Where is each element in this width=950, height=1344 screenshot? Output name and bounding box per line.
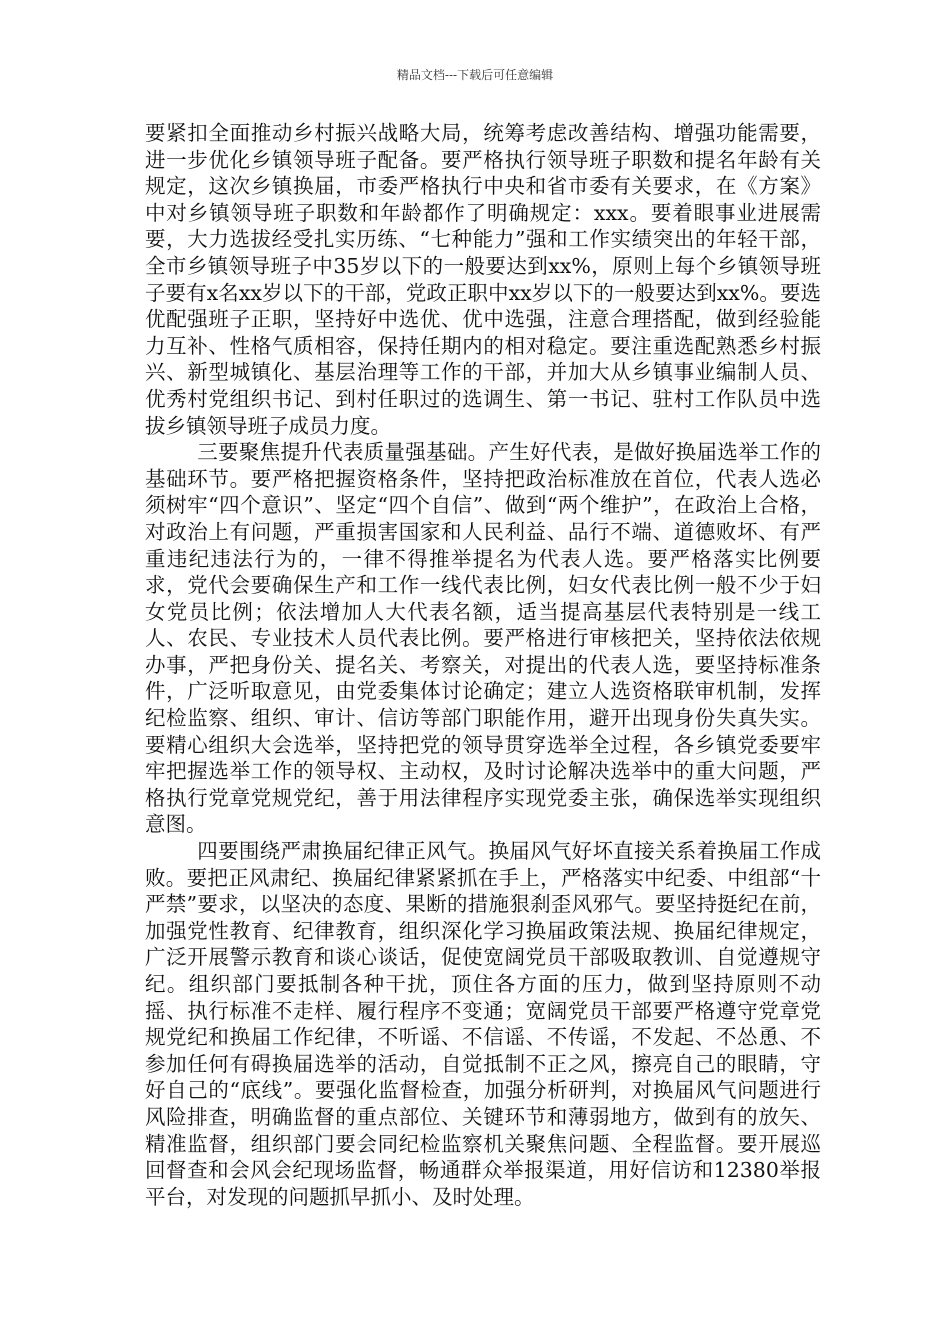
paragraph-section-four: 四要围绕严肃换届纪律正风气。换届风气好坏直接关系着换届工作成败。要把正风肃纪、换届纪律紧紧抓在手上，严格落实中纪委、中组部“十严禁”要求，以坚决的态度、果断的措施狠刹歪风邪气。要坚持挺纪在前，加强党性教育、纪律教育，组织深化学习换届政策法规、换届纪律规定，广泛开展警示教育和谈心谈话，促使宽阔党员干部吸取教训、自觉遵规守纪。组织部门要抵制各种干扰，顶住各方面的压力，做到坚持原则不动摇、执行标准不走样、履行程序不变通；宽阔党员干部要严格遵守党章党规党纪和换届工作纪律，不听谣、不信谣、不传谣，不发起、不怂恿、不参加任何有碍换届选举的活动，自觉抵制不正之风，擦亮自己的眼睛，守好自己的“底线”。要强化监督检查，加强分析研判，对换届风气问题进行风险排查，明确监督的重点部位、关键环节和薄弱地方，做到有的放矢、精准监督，组织部门要会同纪检监察机关聚焦问题、全程监督。要开展巡回督查和会风会纪现场监督，畅通群众举报渠道，用好信访和12380举报平台，对发现的问题抓早抓小、及时处理。 [145, 839, 821, 1209]
paragraph-continued: 要紧扣全面推动乡村振兴战略大局，统筹考虑改善结构、增强功能需要，进一步优化乡镇领导班子配备。要严格执行领导班子职数和提名年龄有关规定，这次乡镇换届，市委严格执行中央和省市委有关要求，在《方案》中对乡镇领导班子职数和年龄都作了明确规定：xxx。要着眼事业进展需要，大力选拔经受扎实历练、“七种能力”强和工作实绩突出的年轻干部，全市乡镇领导班子中35岁以下的一般要达到xx%，原则上每个乡镇领导班子要有x名xx岁以下的干部，党政正职中xx岁以下的一般要达到xx%。要选优配强班子正职，坚持好中选优、优中选强，注意合理搭配，做到经验能力互补、性格气质相容，保持任期内的相对稳定。要注重选配熟悉乡村振兴、新型城镇化、基层治理等工作的干部，并加大从乡镇事业编制人员、优秀村党组织书记、到村任职过的选调生、第一书记、驻村工作队员中选拔乡镇领导班子成员力度。 [145, 121, 821, 438]
document-body [145, 120, 821, 1210]
paragraph-section-three: 三要聚焦提升代表质量强基础。产生好代表，是做好换届选举工作的基础环节。要严格把握资格条件，坚持把政治标准放在首位，代表人选必须树牢“四个意识”、坚定“四个自信”、做到“两个维护”，在政治上合格，对政治上有问题，严重损害国家和人民利益、品行不端、道德败坏、有严重违纪违法行为的，一律不得推举提名为代表人选。要严格落实比例要求，党代会要确保生产和工作一线代表比例，妇女代表比例一般不少于妇女党员比例；依法增加人大代表名额，适当提高基层代表特别是一线工人、农民、专业技术人员代表比例。要严格进行审核把关，坚持依法依规办事，严把身份关、提名关、考察关，对提出的代表人选，要坚持标准条件，广泛听取意见，由党委集体讨论确定；建立人选资格联审机制，发挥纪检监察、组织、审计、信访等部门职能作用，避开出现身份失真失实。要精心组织大会选举，坚持把党的领导贯穿选举全过程，各乡镇党委要牢牢把握选举工作的领导权、主动权，及时讨论解决选举中的重大问题，严格执行党章党规党纪，善于用法律程序实现党委主张，确保选举实现组织意图。 [145, 440, 821, 837]
page-header: 精品文档---下载后可任意编辑 [396, 68, 554, 82]
